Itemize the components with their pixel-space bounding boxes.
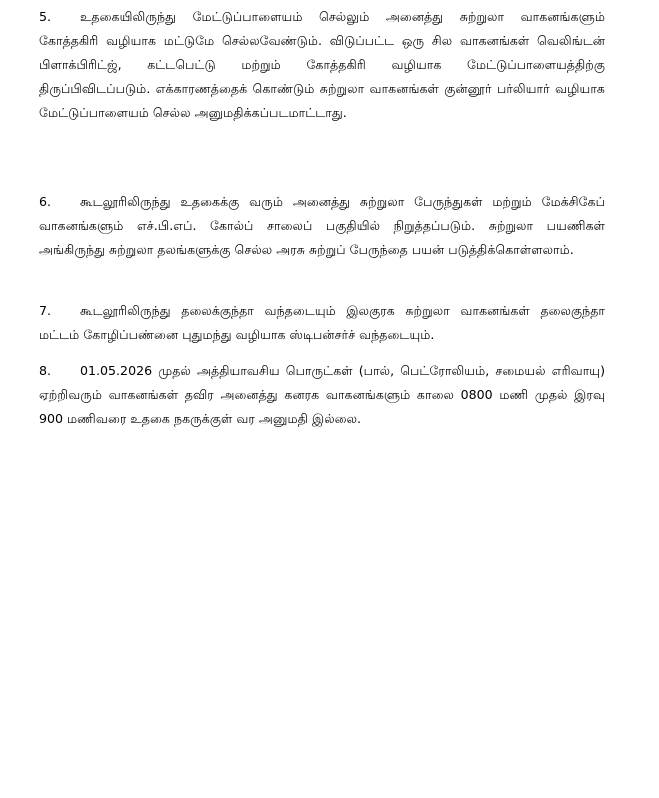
paragraph-number: 7. [39, 303, 52, 318]
paragraph-7 [39, 299, 605, 347]
document-page [39, 0, 605, 798]
paragraph-number: 8. [39, 363, 52, 378]
paragraph-number: 6. [39, 194, 52, 209]
paragraph-text: கூடலூரிலிருந்து உதகைக்கு வரும் அனைத்து சுற்றுலா பேருந்துகள் மற்றும் மேக்சிகேப் வாகனங்களும் எச்.பி.எப். கோல்ப் சாலைப் பகுதியில் நிறுத்தப்படும். சுற்றுலா பயணிகள் அங்கிருந்து சுற்றுலா தலங்களுக்கு செல்ல அரசு சுற்றுப் பேருந்தை பயன் படுத்திக்கொள்ளலாம். [39, 194, 605, 257]
paragraph-number: 5. [39, 9, 52, 24]
paragraph-5 [39, 5, 605, 125]
paragraph-text: உதகையிலிருந்து மேட்டுப்பாளையம் செல்லும் அனைத்து சுற்றுலா வாகனங்களும் கோத்தகிரி வழியாக மட்டுமே செல்லவேண்டும். விடுப்பட்ட ஒரு சில வாகனங்கள் வெலிங்டன் பிளாக்பிரிட்ஜ், கட்டபெட்டு மற்றும் கோத்தகிரி வழியாக மேட்டுப்பாளையத்திற்கு திருப்பிவிடப்படும். எக்காரணத்தைக் கொண்டும் சுற்றுலா வாகனங்கள் குன்னூர் பர்லியார் வழியாக மேட்டுப்பாளையம் செல்ல அனுமதிக்கப்படமாட்டாது. [39, 9, 605, 120]
paragraph-8 [39, 359, 605, 431]
paragraph-6 [39, 190, 605, 262]
paragraph-text: 01.05.2026 முதல் அத்தியாவசிய பொருட்கள் (பால், பெட்ரோலியம், சமையல் எரிவாயு) ஏற்றிவரும் வாகனங்கள் தவிர அனைத்து கனரக வாகனங்களும் காலை 0800 மணி முதல் இரவு 900 மணிவரை உதகை நகருக்குள் வர அனுமதி இல்லை. [39, 363, 605, 426]
paragraph-text: கூடலூரிலிருந்து தலைக்குந்தா வந்தடையும் இலகுரக சுற்றுலா வாகனங்கள் தலைகுந்தா மட்டம் கோழிப்பண்னை புதுமந்து வழியாக ஸ்டிபன்சர்ச் வந்தடையும். [39, 303, 605, 342]
